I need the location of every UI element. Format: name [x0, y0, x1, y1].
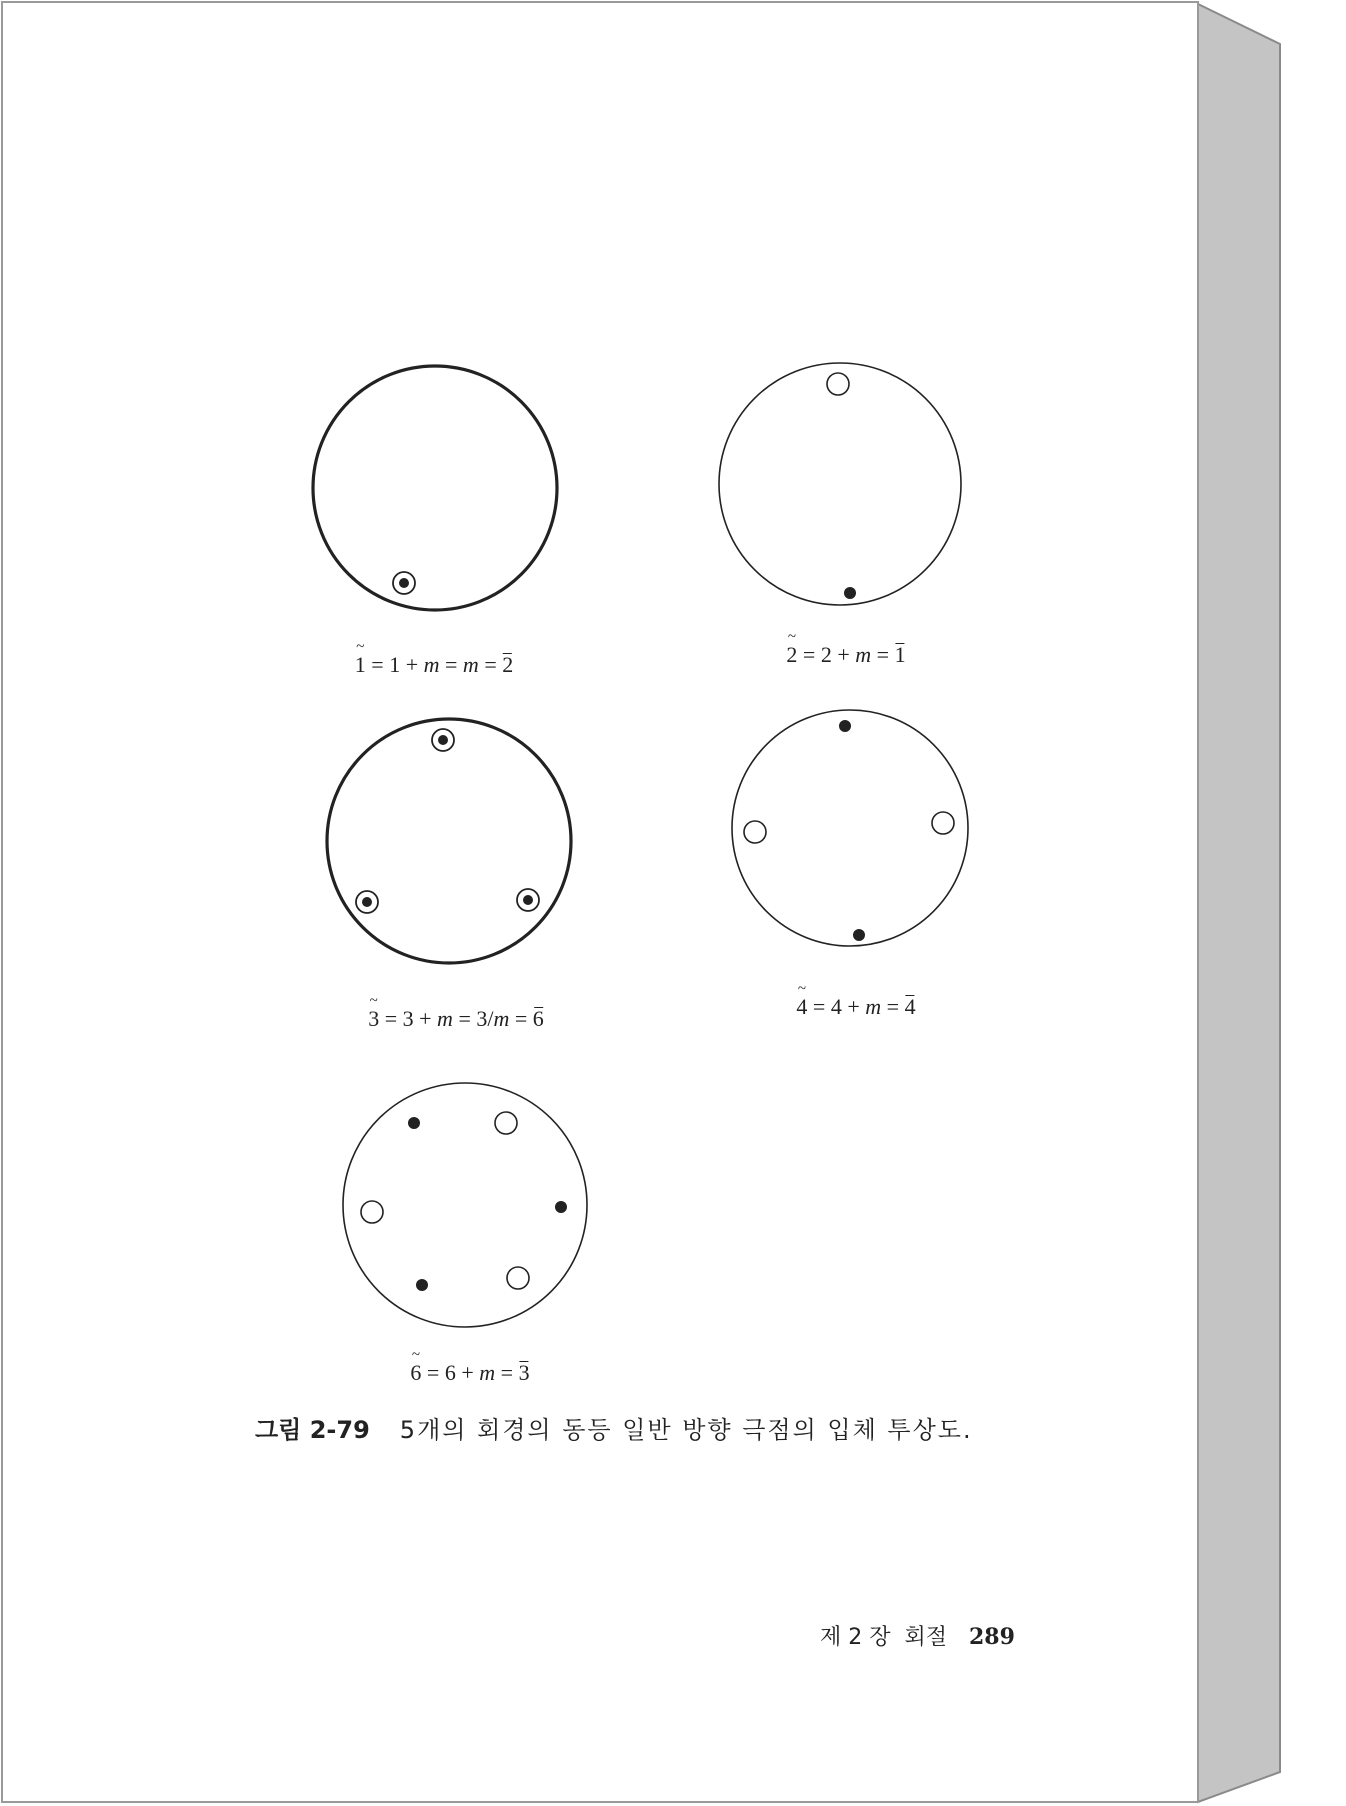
page-side-edge [1198, 4, 1280, 1802]
figure-caption [255, 1410, 973, 1445]
pole-open-circle [932, 812, 954, 834]
pole-filled-dot [416, 1279, 428, 1291]
primitive-circle [313, 366, 557, 610]
panel-label-1: ~ 1 = 1 + m = m = 2 [354, 639, 514, 677]
primitive-circle [327, 719, 571, 963]
pole-filled-dot [408, 1117, 420, 1129]
pole-open-circle [744, 821, 766, 843]
pole-open-circle [495, 1112, 517, 1134]
pole-filled-dot [853, 929, 865, 941]
projection-panel-2 [712, 358, 972, 618]
pole-open-circle [507, 1267, 529, 1289]
pole-filled-dot [555, 1201, 567, 1213]
pole-circled-dot [432, 729, 454, 751]
pole-filled-dot [839, 720, 851, 732]
pole-open-circle [827, 373, 849, 395]
figure-number: 그림 2-79 [255, 1416, 370, 1444]
pole-open-circle [361, 1201, 383, 1223]
panel-label-2: ~ 2 = 2 + m = 1 [786, 629, 906, 667]
projection-panel-1 [305, 358, 565, 618]
page-footer [820, 1620, 1015, 1651]
pole-circled-dot [356, 891, 378, 913]
projection-panel-4 [720, 708, 980, 968]
projection-panel-3 [320, 712, 580, 972]
page-number: 289 [968, 1624, 1015, 1650]
panel-label-3: ~ 3 = 3 + m = 3/m = 6 [368, 993, 544, 1031]
pole-circled-dot [517, 889, 539, 911]
projection-panel-6 [335, 1080, 595, 1340]
chapter-title: 제 2 장 회절 [820, 1625, 947, 1650]
figure-caption-text: 5개의 회경의 동등 일반 방향 극점의 입체 투상도. [399, 1416, 973, 1444]
pole-filled-dot [844, 587, 856, 599]
panel-label-6: ~ 6 = 6 + m = 3 [410, 1347, 530, 1385]
primitive-circle [719, 363, 961, 605]
panel-label-4: ~ 4 = 4 + m = 4 [796, 981, 916, 1019]
page-sheet [2, 2, 1198, 1802]
pole-circled-dot [393, 572, 415, 594]
